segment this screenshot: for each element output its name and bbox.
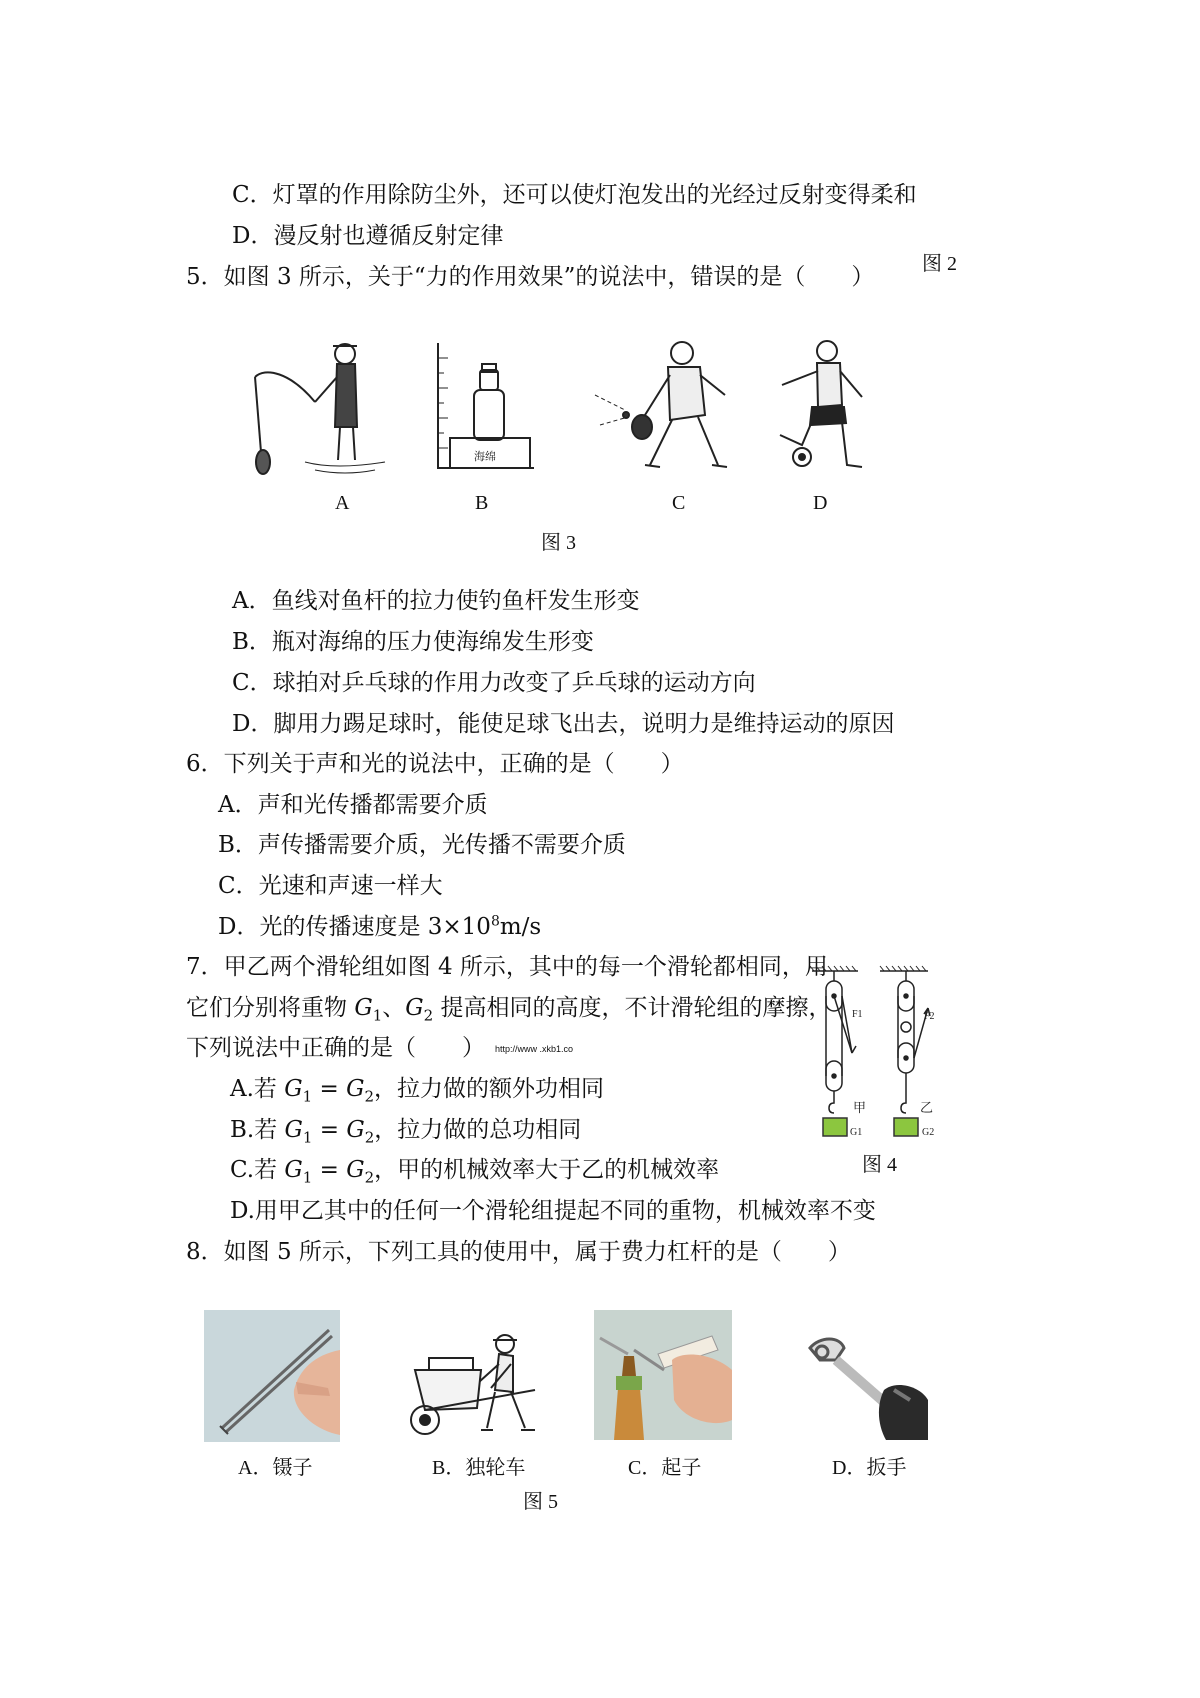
q4-option-c: C．灯罩的作用除防尘外，还可以使灯泡发出的光经过反射变得柔和: [232, 182, 917, 208]
figure-4-pulley-systems: [808, 963, 948, 1143]
figure-4-caption: 图 4: [862, 1154, 897, 1176]
sponge-label: 海绵: [474, 450, 496, 463]
q4-option-d: D．漫反射也遵循反射定律: [232, 223, 504, 249]
figure-5c-bottle-opener-photo: [594, 1310, 732, 1440]
q5-stem: 5．如图 3 所示，关于“力的作用效果”的说法中，错误的是（ ）: [186, 264, 875, 290]
figure-5d-caption: D．扳手: [832, 1457, 907, 1479]
label-f1: F1: [852, 1009, 863, 1020]
q7-option-a: A.若 $G_1 = G_2$，拉力做的额外功相同: [230, 1076, 604, 1106]
figure-3-letter-d: D: [813, 492, 828, 514]
figure-3-letter-a: A: [335, 492, 350, 514]
figure-3-letter-c: C: [672, 492, 686, 514]
q5-option-b: B．瓶对海绵的压力使海绵发生形变: [232, 629, 594, 655]
label-g1: G1: [850, 1127, 863, 1138]
q6-option-a: A．声和光传播都需要介质: [218, 792, 488, 818]
figure-5d-wrench-photo: [800, 1330, 930, 1440]
q6-option-b: B．声传播需要介质，光传播不需要介质: [218, 832, 626, 858]
q7-option-b: B.若 $G_1 = G_2$，拉力做的总功相同: [230, 1117, 582, 1147]
q6-stem: 6．下列关于声和光的说法中，正确的是（ ）: [186, 751, 684, 777]
watermark-url: http://www .xkb1.co: [495, 1044, 574, 1054]
figure-3-caption: 图 3: [541, 532, 576, 554]
label-g2: G2: [922, 1127, 935, 1138]
q5-option-c: C．球拍对乒乓球的作用力改变了乒乓球的运动方向: [232, 670, 756, 696]
figure-2-label: 图 2: [922, 253, 957, 275]
figure-3c-table-tennis-player: [590, 335, 740, 480]
label-f2: F2: [924, 1011, 935, 1022]
figure-5b-wheelbarrow-drawing: [395, 1330, 545, 1442]
figure-5b-caption: B．独轮车: [432, 1457, 526, 1479]
q7-option-c: C.若 $G_1 = G_2$，甲的机械效率大于乙的机械效率: [230, 1157, 720, 1187]
figure-3a-fishing-illustration: [245, 332, 395, 482]
q7-stem-line3: 下列说法中正确的是（ ） http://www .xkb1.co: [186, 1035, 574, 1061]
figure-3-letter-b: B: [475, 492, 489, 514]
label-yi: 乙: [920, 1101, 934, 1116]
q7-option-d: D.用甲乙其中的任何一个滑轮组提起不同的重物，机械效率不变: [230, 1198, 876, 1224]
q5-option-d: D．脚用力踢足球时，能使足球飞出去，说明力是维持运动的原因: [232, 711, 895, 737]
figure-5a-caption: A．镊子: [238, 1457, 313, 1479]
figure-5-caption: 图 5: [523, 1491, 558, 1513]
figure-5a-tweezers-photo: [204, 1310, 340, 1442]
q6-option-d: D．光的传播速度是 $3\times 10^8m/s$: [218, 913, 542, 940]
label-jia: 甲: [853, 1101, 867, 1116]
q7-stem-line1: 7．甲乙两个滑轮组如图 4 所示，其中的每一个滑轮都相同，用: [186, 954, 828, 980]
figure-3b-bottle-on-sponge: [430, 338, 540, 473]
figure-3d-football-kicker: [762, 335, 872, 480]
q5-option-a: A．鱼线对鱼杆的拉力使钓鱼杆发生形变: [232, 588, 640, 614]
q6-option-c: C．光速和声速一样大: [218, 873, 443, 899]
figure-5c-caption: C．起子: [628, 1457, 702, 1479]
q8-stem: 8．如图 5 所示，下列工具的使用中，属于费力杠杆的是（ ）: [186, 1239, 851, 1265]
q7-stem-line2: 它们分别将重物 $G_1$、$G_2$ 提高相同的高度，不计滑轮组的摩擦，: [186, 995, 832, 1025]
